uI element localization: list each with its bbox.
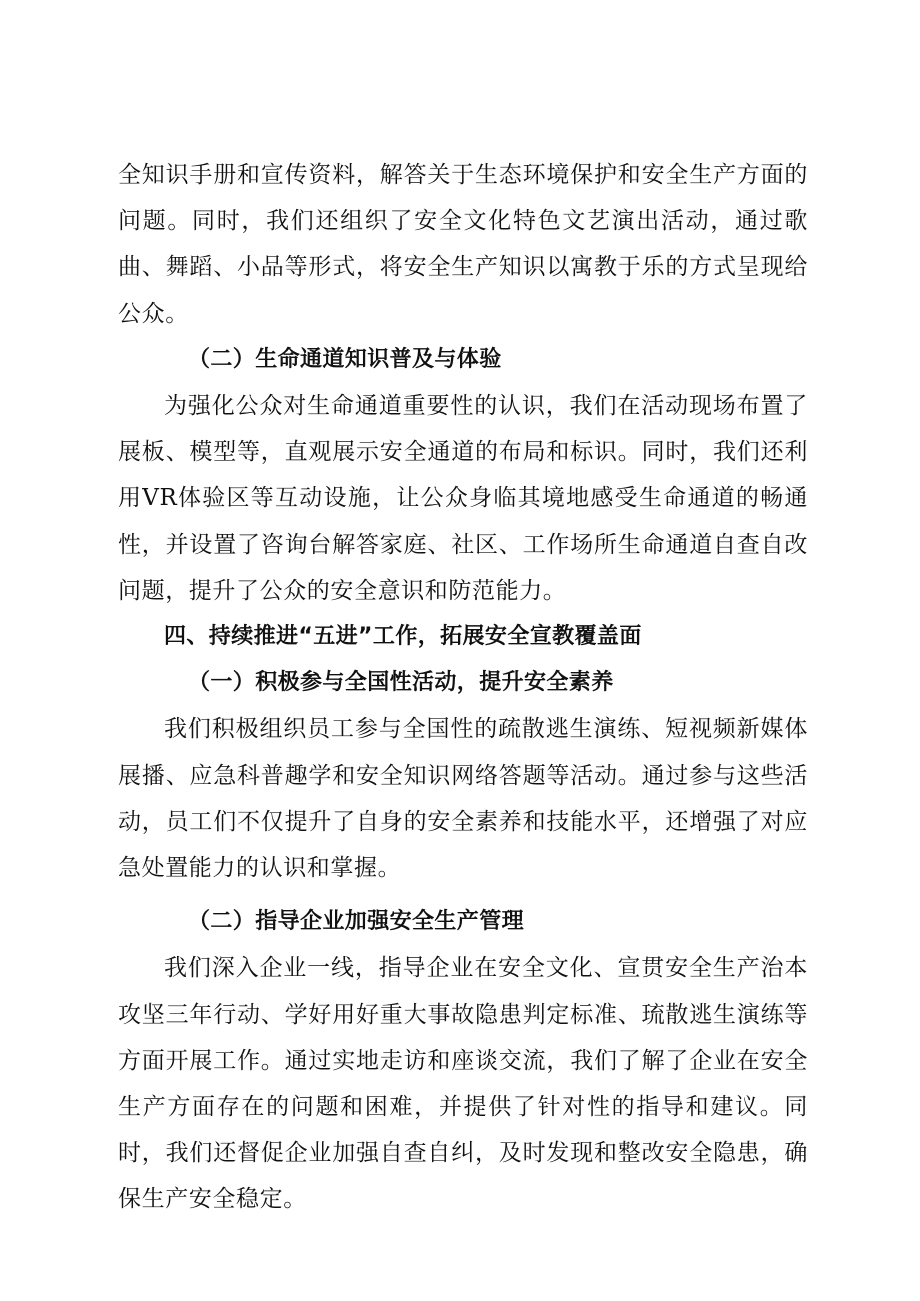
paragraph-guide-enterprises: 我们深入企业一线，指导企业在安全文化、宣贯安全生产治本攻坚三年行动、学好用好重大事故隐患判定标准、琉散逃生演练等方面开展工作。通过实地走访和座谈交流，我们了解了企业在安全生产方面存在的问题和困难，并提供了针对性的指导和建议。同时，我们还督促企业加强自查自纠，及时发现和整改安全隐患，确保生产安全稳定。: [118, 955, 808, 1213]
paragraph-national-activities: 我们积极组织员工参与全国性的疏散逃生演练、短视频新媒体展播、应急科普趣学和安全知识网络答题等活动。通过参与这些活动，员工们不仅提升了自身的安全素养和技能水平，还增强了对应急处置能力的认识和掌握。: [118, 716, 808, 882]
subheading-national-activities: （一）积极参与全国性活动，提升安全素养: [188, 670, 614, 696]
section-heading-four: 四、持续推进“五进”工作，拓展安全宣教覆盖面: [164, 624, 642, 650]
spacer: [118, 891, 808, 899]
document-body: [118, 152, 808, 1223]
paragraph-life-passage: 为强化公众对生命通道重要性的认识，我们在活动现场布置了展板、模型等，直观展示安全通道的布局和标识。同时，我们还利用VR体验区等互动设施，让公众身临其境地感受生命通道的畅通性，并设置了咨询台解答家庭、社区、工作场所生命通道自查自改问题，提升了公众的安全意识和防范能力。: [118, 393, 808, 604]
paragraph-continued: 全知识手册和宣传资料，解答关于生态环境保护和安全生产方面的问题。同时，我们还组织了安全文化特色文艺演出活动，通过歌曲、舞蹈、小品等形式，将安全生产知识以寓教于乐的方式呈现给公众。: [118, 162, 808, 327]
subheading-life-passage: （二）生命通道知识普及与体验: [188, 346, 502, 372]
subheading-guide-enterprises: （二）指导企业加强安全生产管理: [188, 909, 525, 935]
